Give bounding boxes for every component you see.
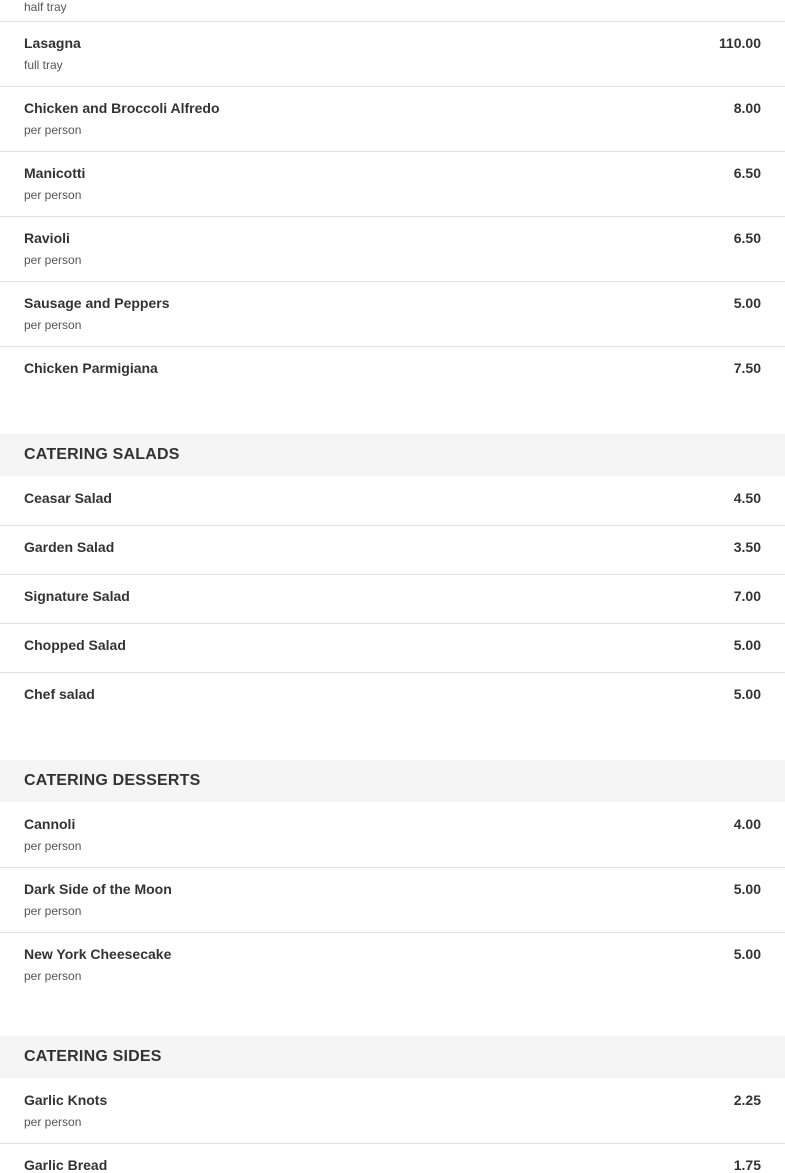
item-name: Garden Salad <box>24 539 115 555</box>
item-price: 5.00 <box>733 686 761 702</box>
item-price: 5.00 <box>733 637 761 653</box>
item-description: per person <box>24 969 82 983</box>
section-header-salads <box>0 434 785 476</box>
menu-item[interactable] <box>0 933 785 998</box>
item-price: 4.00 <box>733 816 761 832</box>
item-description: per person <box>24 839 82 853</box>
item-description: per person <box>24 904 82 918</box>
item-price: 7.00 <box>733 588 761 604</box>
menu-item[interactable] <box>0 347 785 397</box>
section-title: CATERING SALADS <box>24 446 180 463</box>
section-header-sides <box>0 1036 785 1078</box>
item-name: Chicken and Broccoli Alfredo <box>24 100 220 116</box>
item-description: per person <box>24 1115 82 1129</box>
item-price: 7.50 <box>733 360 761 376</box>
item-name: Ravioli <box>24 230 70 246</box>
section-title: CATERING DESSERTS <box>24 772 201 789</box>
menu-item[interactable] <box>0 22 785 87</box>
item-name: Chicken Parmigiana <box>24 360 158 376</box>
item-description: per person <box>24 123 82 137</box>
item-price: 6.50 <box>733 165 761 181</box>
item-price: 6.50 <box>733 230 761 246</box>
item-name: Ceasar Salad <box>24 490 112 506</box>
menu-item[interactable] <box>0 0 785 22</box>
item-name: Chopped Salad <box>24 637 126 653</box>
menu-item[interactable] <box>0 526 785 575</box>
menu-item[interactable] <box>0 476 785 526</box>
menu-item[interactable] <box>0 1144 785 1173</box>
item-price: 5.00 <box>733 295 761 311</box>
menu-item[interactable] <box>0 868 785 933</box>
item-price: 3.50 <box>733 539 761 555</box>
item-description: per person <box>24 188 82 202</box>
item-name: Lasagna <box>24 35 81 51</box>
item-name: Garlic Knots <box>24 1092 108 1108</box>
item-price: 8.00 <box>733 100 761 116</box>
menu-item[interactable] <box>0 87 785 152</box>
item-price: 2.25 <box>733 1092 761 1108</box>
menu-item[interactable] <box>0 624 785 673</box>
item-name: Chef salad <box>24 686 95 702</box>
item-name: Manicotti <box>24 165 86 181</box>
menu-item[interactable] <box>0 802 785 868</box>
item-price: 5.00 <box>733 881 761 897</box>
item-price: 4.50 <box>733 490 761 506</box>
item-description: per person <box>24 318 82 332</box>
item-price: 5.00 <box>733 946 761 962</box>
item-price: 110.00 <box>718 35 761 51</box>
item-price: 1.75 <box>733 1157 761 1173</box>
item-name: Garlic Bread <box>24 1157 108 1173</box>
menu-item[interactable] <box>0 575 785 624</box>
menu-item[interactable] <box>0 282 785 347</box>
item-name: Dark Side of the Moon <box>24 881 172 897</box>
section-header-desserts <box>0 760 785 802</box>
section-title: CATERING SIDES <box>24 1048 162 1065</box>
menu-item[interactable] <box>0 1078 785 1144</box>
menu-item[interactable] <box>0 673 785 722</box>
menu-item[interactable] <box>0 217 785 282</box>
item-name: Cannoli <box>24 816 76 832</box>
item-description: full tray <box>24 58 63 72</box>
menu-item[interactable] <box>0 152 785 217</box>
item-name: Signature Salad <box>24 588 130 604</box>
item-description: per person <box>24 253 82 267</box>
item-name: New York Cheesecake <box>24 946 172 962</box>
item-description: half tray <box>24 0 67 14</box>
item-name: Sausage and Peppers <box>24 295 170 311</box>
